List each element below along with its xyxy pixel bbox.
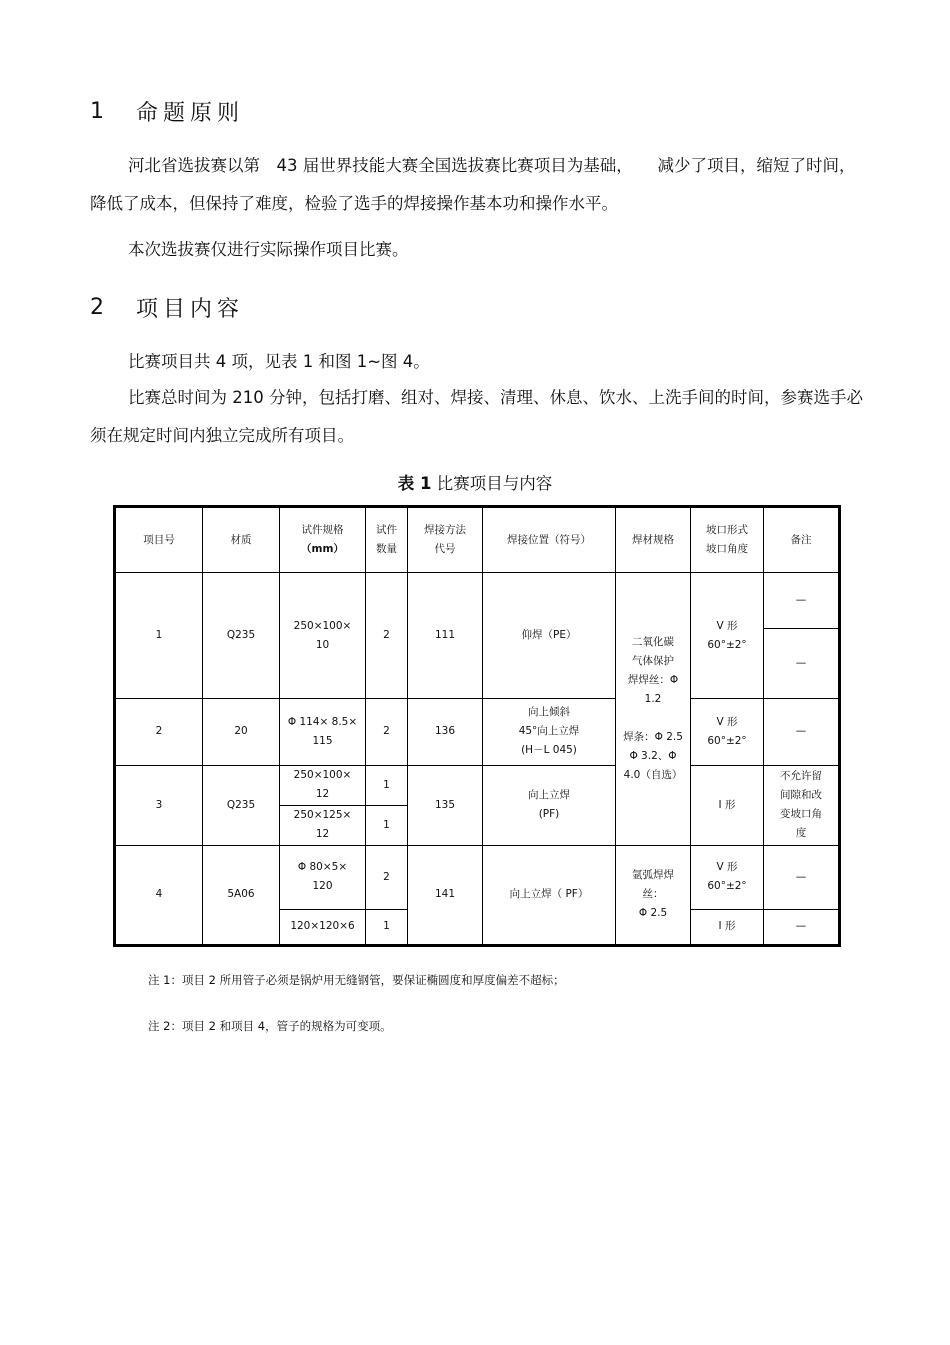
section-1-paragraph-1-text: 河北省选拔赛以第 43 届世界技能大赛全国选拔赛比赛项目为基础， 减少了项目，缩短了时间，降低了成本，但保持了难度，检验了选手的焊接操作基本功和操作水平。 bbox=[90, 156, 856, 213]
row2-spec: Φ 114× 8.5× 115 bbox=[280, 699, 366, 765]
table-caption-text: 比赛项目与内容 bbox=[436, 474, 553, 493]
row4-groove-a: V 形 60°±2° bbox=[691, 845, 764, 909]
section-2-heading bbox=[90, 292, 244, 323]
table-row bbox=[115, 699, 840, 765]
row1-spec: 250×100× 10 bbox=[280, 573, 366, 699]
section-2-paragraph-2-text: 比赛总时间为 210 分钟，包括打磨、组对、焊接、清理、休息、饮水、上洗手间的时间，参赛选手必须在规定时间内独立完成所有项目。 bbox=[90, 388, 863, 445]
row3-material: Q235 bbox=[203, 765, 280, 845]
section-2-paragraph-1-text: 比赛项目共 4 项，见表 1 和图 1~图 4。 bbox=[128, 352, 430, 371]
header-method: 焊接方法 代号 bbox=[408, 507, 483, 573]
row2-method: 136 bbox=[408, 699, 483, 765]
header-item-no: 项目号 bbox=[115, 507, 203, 573]
row4-method: 141 bbox=[408, 845, 483, 945]
row4-remark-a: — bbox=[764, 845, 840, 909]
table-caption bbox=[0, 470, 950, 494]
row2-position: 向上倾斜 45°向上立焊 (H－L 045) bbox=[483, 699, 616, 765]
row4-groove-b: I 形 bbox=[691, 909, 764, 945]
row1-remark-a: — bbox=[764, 573, 840, 629]
table-header-row bbox=[115, 507, 840, 573]
header-consumable: 焊材规格 bbox=[616, 507, 691, 573]
row1-remark-b: — bbox=[764, 629, 840, 699]
table-caption-prefix: 表 1 bbox=[397, 474, 432, 493]
row4-quantity-a: 2 bbox=[366, 845, 408, 909]
row1-method: 111 bbox=[408, 573, 483, 699]
header-quantity: 试件 数量 bbox=[366, 507, 408, 573]
note-2: 注 2：项目 2 和项目 4，管子的规格为可变项。 bbox=[148, 1019, 392, 1033]
section-1-heading bbox=[90, 96, 244, 127]
row4-position: 向上立焊（ PF） bbox=[483, 845, 616, 945]
section-1-title: 命题原则 bbox=[136, 101, 245, 126]
competition-items-table bbox=[113, 505, 841, 947]
row4-material: 5A06 bbox=[203, 845, 280, 945]
row2-remark: — bbox=[764, 699, 840, 765]
section-1-paragraph-2 bbox=[90, 231, 865, 269]
row3-method: 135 bbox=[408, 765, 483, 845]
table-row bbox=[115, 573, 840, 629]
row4-quantity-b: 1 bbox=[366, 909, 408, 945]
row1-item-no: 1 bbox=[115, 573, 203, 699]
row4-spec-b: 120×120×6 bbox=[280, 909, 366, 945]
section-1-paragraph-1 bbox=[90, 147, 865, 223]
row3-quantity-b: 1 bbox=[366, 805, 408, 845]
row3-quantity-a: 1 bbox=[366, 765, 408, 805]
row4-spec-a: Φ 80×5× 120 bbox=[280, 845, 366, 909]
row3-spec-a: 250×100× 12 bbox=[280, 765, 366, 805]
note-1: 注 1：项目 2 所用管子必须是锅炉用无缝钢管，要保证椭圆度和厚度偏差不超标； bbox=[148, 973, 565, 987]
row3-item-no: 3 bbox=[115, 765, 203, 845]
row1-material: Q235 bbox=[203, 573, 280, 699]
table-row bbox=[115, 765, 840, 805]
row4-item-no: 4 bbox=[115, 845, 203, 945]
section-2-paragraph-1 bbox=[90, 343, 865, 381]
row4-remark-b: — bbox=[764, 909, 840, 945]
section-2-title: 项目内容 bbox=[136, 297, 245, 322]
row3-position: 向上立焊 (PF) bbox=[483, 765, 616, 845]
header-groove: 坡口形式 坡口角度 bbox=[691, 507, 764, 573]
row2-item-no: 2 bbox=[115, 699, 203, 765]
row1-quantity: 2 bbox=[366, 573, 408, 699]
header-material: 材质 bbox=[203, 507, 280, 573]
row2-groove: V 形 60°±2° bbox=[691, 699, 764, 765]
header-position: 焊接位置（符号） bbox=[483, 507, 616, 573]
steel-consumable-spec: 二氧化碳 气体保护 焊焊丝：Φ 1.2 焊条：Φ 2.5 Φ 3.2、Φ 4.0（自选） bbox=[616, 573, 691, 846]
table-row bbox=[115, 845, 840, 909]
row3-spec-b: 250×125× 12 bbox=[280, 805, 366, 845]
row2-quantity: 2 bbox=[366, 699, 408, 765]
section-1-number: 1 bbox=[90, 99, 104, 124]
row3-remark: 不允许留 间隙和改 变坡口角 度 bbox=[764, 765, 840, 845]
header-remark: 备注 bbox=[764, 507, 840, 573]
row1-position: 仰焊（PE） bbox=[483, 573, 616, 699]
header-spec: 试件规格 （mm） bbox=[280, 507, 366, 573]
row2-material: 20 bbox=[203, 699, 280, 765]
row1-groove: V 形 60°±2° bbox=[691, 573, 764, 699]
section-2-paragraph-2 bbox=[90, 379, 865, 455]
row3-groove: I 形 bbox=[691, 765, 764, 845]
section-2-number: 2 bbox=[90, 295, 104, 320]
aluminum-consumable-spec: 氩弧焊焊 丝： Φ 2.5 bbox=[616, 845, 691, 945]
section-1-paragraph-2-text: 本次选拔赛仅进行实际操作项目比赛。 bbox=[128, 240, 409, 259]
